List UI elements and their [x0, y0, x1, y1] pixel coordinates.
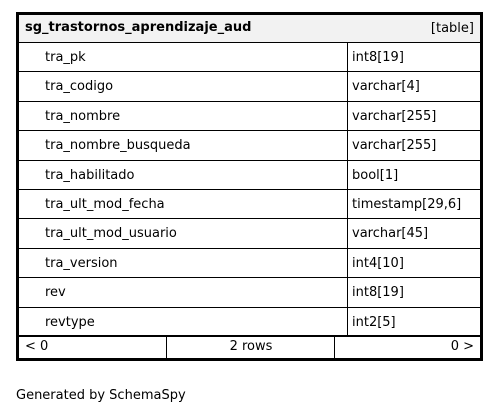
- footer-next-count: 0 >: [450, 339, 474, 354]
- column-divider: [347, 131, 348, 159]
- column-type: int8[19]: [352, 50, 404, 65]
- column-row: [19, 308, 480, 337]
- column-name: tra_habilitado: [45, 167, 135, 183]
- column-name: tra_pk: [45, 50, 86, 65]
- column-name: tra_ult_mod_fecha: [45, 196, 165, 212]
- column-type: int2[5]: [352, 314, 396, 330]
- column-row: [19, 219, 480, 248]
- footer-divider-right: [334, 337, 335, 358]
- column-row: [19, 278, 480, 307]
- column-row: [19, 131, 480, 160]
- column-divider: [347, 249, 348, 277]
- generated-by-label: Generated by SchemaSpy: [16, 388, 186, 403]
- footer-prev-count: < 0: [25, 339, 49, 354]
- column-type: varchar[255]: [352, 108, 437, 124]
- column-divider: [347, 278, 348, 306]
- column-type: varchar[4]: [352, 79, 420, 95]
- column-type: bool[1]: [352, 167, 399, 183]
- column-type: varchar[255]: [352, 138, 437, 154]
- column-divider: [347, 190, 348, 218]
- column-divider: [347, 43, 348, 71]
- column-row: [19, 72, 480, 101]
- column-divider: [347, 308, 348, 335]
- table-footer: [19, 337, 480, 358]
- column-type: timestamp[29,6]: [352, 196, 462, 212]
- column-divider: [347, 72, 348, 100]
- column-name: tra_ult_mod_usuario: [45, 226, 177, 242]
- table-kind-label: [table]: [430, 21, 474, 36]
- column-row: [19, 43, 480, 72]
- column-name: tra_codigo: [45, 79, 114, 95]
- column-divider: [347, 219, 348, 247]
- column-type: int8[19]: [352, 285, 404, 301]
- table-header: [19, 15, 480, 43]
- column-type: varchar[45]: [352, 226, 429, 242]
- column-name: rev: [45, 285, 66, 301]
- column-list: [19, 43, 480, 337]
- column-name: tra_version: [45, 255, 118, 271]
- column-divider: [347, 102, 348, 130]
- column-row: [19, 161, 480, 190]
- column-name: tra_nombre_busqueda: [45, 138, 191, 154]
- column-row: [19, 102, 480, 131]
- column-name: revtype: [45, 314, 95, 330]
- table-name: sg_trastornos_aprendizaje_aud: [25, 20, 252, 35]
- column-name: tra_nombre: [45, 108, 121, 124]
- column-type: int4[10]: [352, 255, 404, 271]
- table-node: [16, 12, 483, 361]
- column-divider: [347, 161, 348, 189]
- column-row: [19, 249, 480, 278]
- column-row: [19, 190, 480, 219]
- footer-row-count: 2 rows: [229, 339, 273, 354]
